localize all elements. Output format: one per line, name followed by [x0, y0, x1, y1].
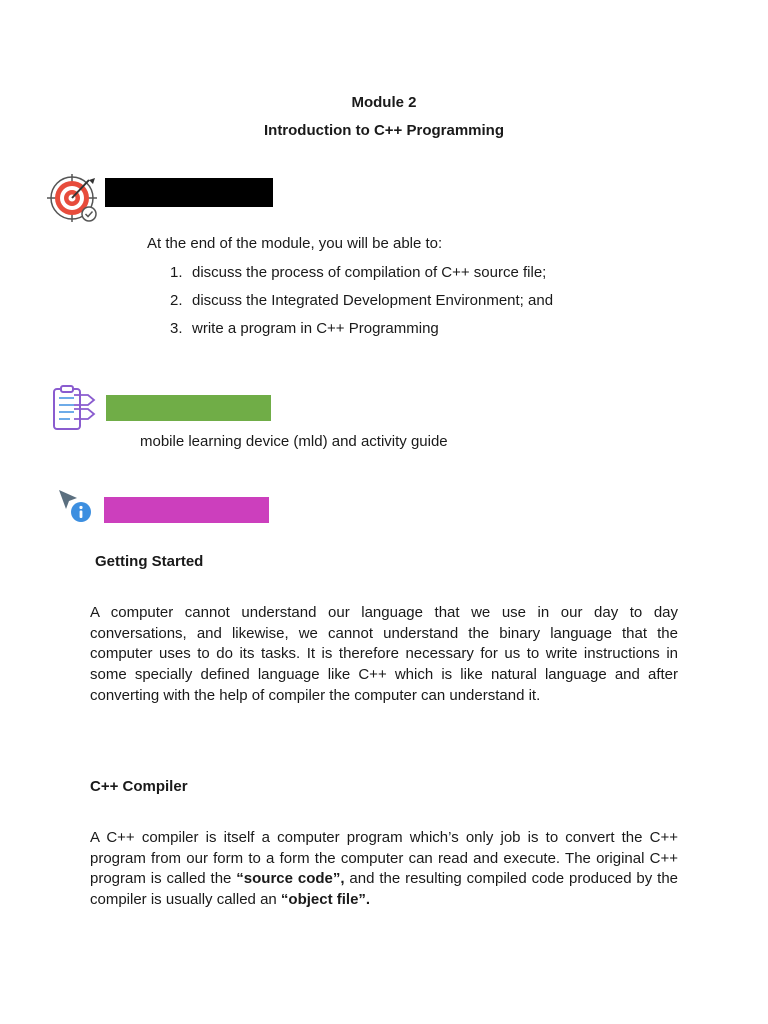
list-text: discuss the Integrated Development Environment; and — [192, 292, 554, 309]
pointer-info-icon — [57, 488, 93, 524]
object-file-term: “object file”. — [280, 891, 371, 909]
list-item — [170, 291, 553, 319]
source-code-term: “source code”, — [236, 870, 345, 888]
clipboard-icon — [52, 384, 98, 432]
compiler-heading: C++ Compiler — [90, 778, 188, 795]
objectives-list — [170, 263, 553, 347]
objectives-header-bar — [105, 178, 273, 207]
list-item — [170, 319, 553, 347]
list-item — [170, 263, 553, 291]
list-number: 1. — [170, 264, 183, 281]
procedures-header-bar — [104, 497, 269, 523]
list-text: discuss the process of compilation of C++ source file; — [192, 264, 547, 281]
target-icon — [45, 172, 101, 224]
getting-started-heading: Getting Started — [95, 553, 204, 570]
page-title: Introduction to C++ Programming — [263, 122, 504, 139]
compiler-paragraph — [90, 828, 678, 911]
list-text: write a program in C++ Programming — [192, 320, 439, 337]
compiler-text-start: A C++ compiler is itself a computer program which’s only job is to convert the C++ program from our form to a form the computer can read and execute. The original C++ program is called the — [90, 829, 678, 888]
module-number: Module 2 — [351, 94, 417, 111]
compiler-text-mid: and the resulting compiled code produced by the compiler is usually called an — [90, 870, 679, 909]
getting-started-paragraph: A computer cannot understand our language that we use in our day to day conversations, and likewise, we cannot understand the binary language that the computer uses to do its tasks. It is therefore necessary for us to write instructions in some specially defined language like C++ which is like natural language and after converting with the help of compiler the computer can understand it. — [90, 604, 678, 704]
objectives-intro: At the end of the module, you will be able to: — [147, 235, 443, 252]
materials-text: mobile learning device (mld) and activity guide — [140, 433, 448, 450]
materials-header-bar — [106, 395, 271, 421]
list-number: 2. — [170, 292, 183, 309]
list-number: 3. — [170, 320, 183, 337]
